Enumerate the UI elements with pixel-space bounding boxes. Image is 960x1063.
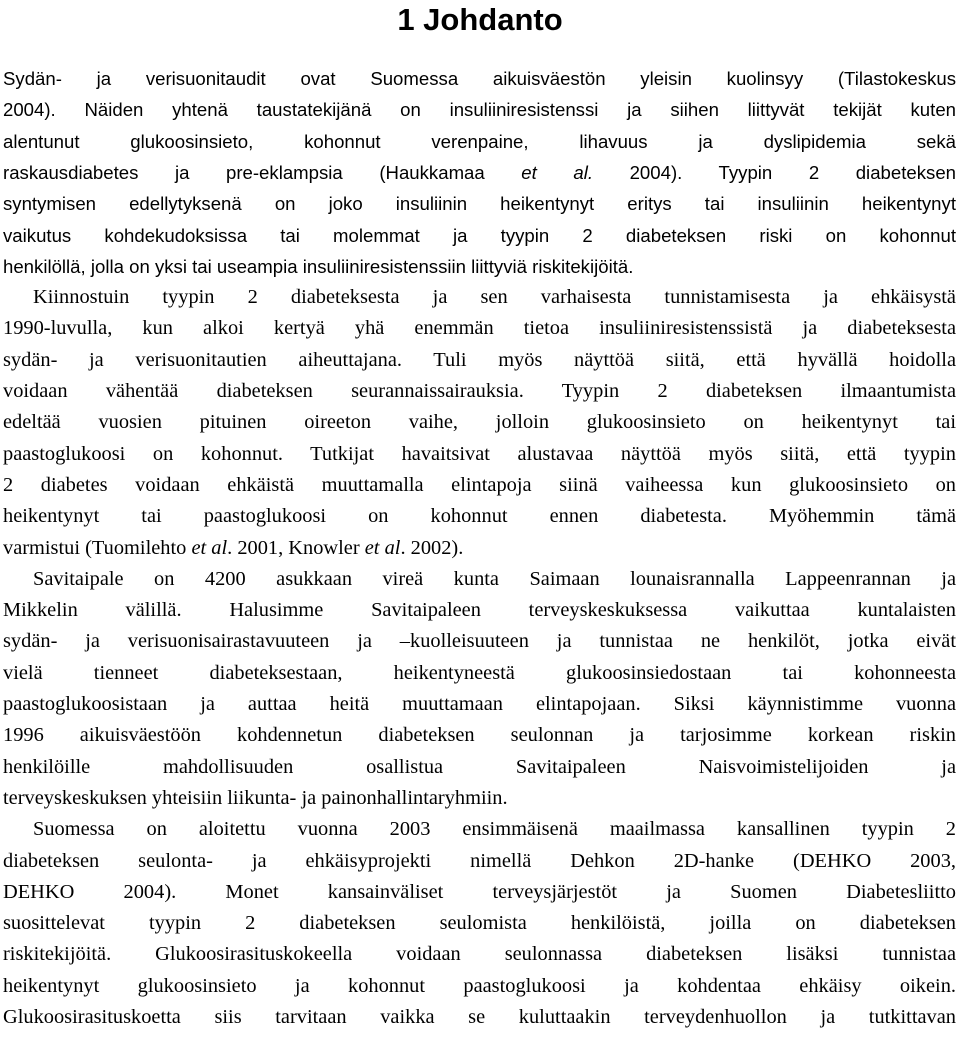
text-line [3, 189, 956, 218]
text-run: suosittelevat tyypin 2 diabeteksen seulomista henkilöistä, joilla on diabeteksen [3, 912, 956, 935]
italic-text: et al [364, 536, 401, 559]
text-line [33, 815, 956, 844]
text-line [3, 972, 956, 1001]
italic-text: et al. [521, 161, 594, 183]
text-line [3, 502, 956, 531]
text-run: 1996 aikuisväestöön kohdennetun diabeteksen seulonnan ja tarjosimme korkean riskin [3, 724, 956, 747]
text-run: paastoglukoosistaan ja auttaa heitä muuttamaan elintapojaan. Siksi käynnistimme vuonna [3, 693, 956, 715]
text-line [3, 408, 956, 437]
text-line [3, 346, 956, 375]
text-line [3, 909, 956, 938]
text-run: vaikutus kohdekudoksissa tai molemmat ja tyypin 2 diabeteksen riski on kohonnut [3, 224, 956, 246]
text-run: . 2002). [400, 536, 464, 559]
text-line [3, 690, 956, 719]
text-run: Savitaipale on 4200 asukkaan vireä kunta Saimaan lounaisrannalla Lappeenrannan ja [33, 567, 956, 590]
text-run: Suomessa on aloitettu vuonna 2003 ensimmäisenä maailmassa kansallinen tyypin 2 [33, 818, 956, 841]
chapter-heading: 1 Johdanto [397, 2, 563, 37]
text-run: voidaan vähentää diabeteksen seurannaissairauksia. Tyypin 2 diabeteksen ilmaantumista [3, 380, 956, 402]
text-run: 1990-luvulla, kun alkoi kertyä yhä enemmän tietoa insuliiniresistenssistä ja diabeteksesta [3, 317, 956, 340]
text-line [3, 784, 956, 813]
text-line [3, 95, 956, 124]
text-line [3, 847, 956, 876]
text-line [3, 940, 956, 969]
text-line [3, 252, 956, 281]
text-run: terveyskeskuksen yhteisiin liikunta- ja painonhallintaryhmiin. [3, 786, 508, 809]
text-run: sydän- ja verisuonisairastavuuteen ja –kuolleisuuteen ja tunnistaa ne henkilöt, jotka eivät [3, 630, 956, 653]
text-run: Mikkelin välillä. Halusimme Savitaipaleen terveyskeskuksessa vaikuttaa kuntalaisten [3, 599, 956, 622]
text-line [3, 721, 956, 750]
text-run: sydän- ja verisuonitautien aiheuttajana. Tuli myös näyttöä siitä, että hyvällä hoidolla [3, 348, 956, 371]
italic-text: et al [191, 536, 228, 559]
text-run: henkilöille mahdollisuuden osallistua Savitaipaleen Naisvoimistelijoiden ja [3, 755, 956, 778]
text-run: raskausdiabetes ja pre-eklampsia (Haukkamaa [3, 161, 522, 183]
text-run: vielä tienneet diabeteksestaan, heikentyneestä glukoosinsiedostaan tai kohonneesta [3, 661, 956, 684]
text-line [3, 878, 956, 907]
text-run: 2004). Näiden yhtenä taustatekijänä on insuliiniresistenssi ja siihen liittyvät tekijät kuten [3, 99, 956, 121]
text-line [3, 596, 956, 625]
text-line [3, 314, 956, 343]
text-run: edeltää vuosien pituinen oireeton vaihe, jolloin glukoosinsieto on heikentynyt tai [3, 411, 956, 434]
text-run: heikentynyt tai paastoglukoosi on kohonnut ennen diabetesta. Myöhemmin tämä [3, 505, 956, 528]
text-line [3, 221, 956, 250]
text-run: DEHKO 2004). Monet kansainväliset terveysjärjestöt ja Suomen Diabetesliitto [3, 880, 956, 903]
text-run: Kiinnostuin tyypin 2 diabeteksesta ja sen varhaisesta tunnistamisesta ja ehkäisystä [33, 286, 956, 309]
text-run: henkilöllä, jolla on yksi tai useampia insuliiniresistenssiin liittyviä riskitekijöitä. [3, 255, 634, 277]
text-line [3, 627, 956, 656]
text-line [3, 127, 956, 156]
text-run: varmistui (Tuomilehto [3, 536, 192, 559]
text-line [3, 440, 956, 469]
text-run: heikentynyt glukoosinsieto ja kohonnut paastoglukoosi ja kohdentaa ehkäisy oikein. [3, 974, 956, 997]
text-line [3, 377, 956, 406]
text-line [33, 283, 956, 312]
text-line [3, 471, 956, 500]
text-run: Glukoosirasituskoetta siis tarvitaan vaikka se kuluttaakin terveydenhuollon ja tutkittavan [3, 1006, 956, 1028]
text-run: paastoglukoosi on kohonnut. Tutkijat havaitsivat alustavaa näyttöä myös siitä, että tyypin [3, 442, 956, 465]
text-line [3, 753, 956, 782]
text-run: . 2001, Knowler [227, 536, 365, 559]
text-run: alentunut glukoosinsieto, kohonnut verenpaine, lihavuus ja dyslipidemia sekä [3, 130, 956, 152]
text-run: Sydän- ja verisuonitaudit ovat Suomessa aikuisväestön yleisin kuolinsyy (Tilastokeskus [3, 68, 956, 89]
text-line [3, 1003, 956, 1032]
text-run: 2 diabetes voidaan ehkäistä muuttamalla elintapoja siinä vaiheessa kun glukoosinsieto on [3, 473, 956, 496]
text-run: diabeteksen seulonta- ja ehkäisyprojekti nimellä Dehkon 2D-hanke (DEHKO 2003, [3, 849, 956, 872]
text-line [3, 534, 956, 563]
text-run: 2004). Tyypin 2 diabeteksen [593, 161, 956, 183]
text-line [3, 64, 956, 93]
text-line [33, 565, 956, 594]
text-run: riskitekijöitä. Glukoosirasituskokeella voidaan seulonnassa diabeteksen lisäksi tunnistaa [3, 943, 956, 966]
text-line [3, 158, 956, 187]
text-run: syntymisen edellytyksenä on joko insuliinin heikentynyt eritys tai insuliinin heikentynyt [3, 193, 956, 215]
text-line [3, 659, 956, 688]
